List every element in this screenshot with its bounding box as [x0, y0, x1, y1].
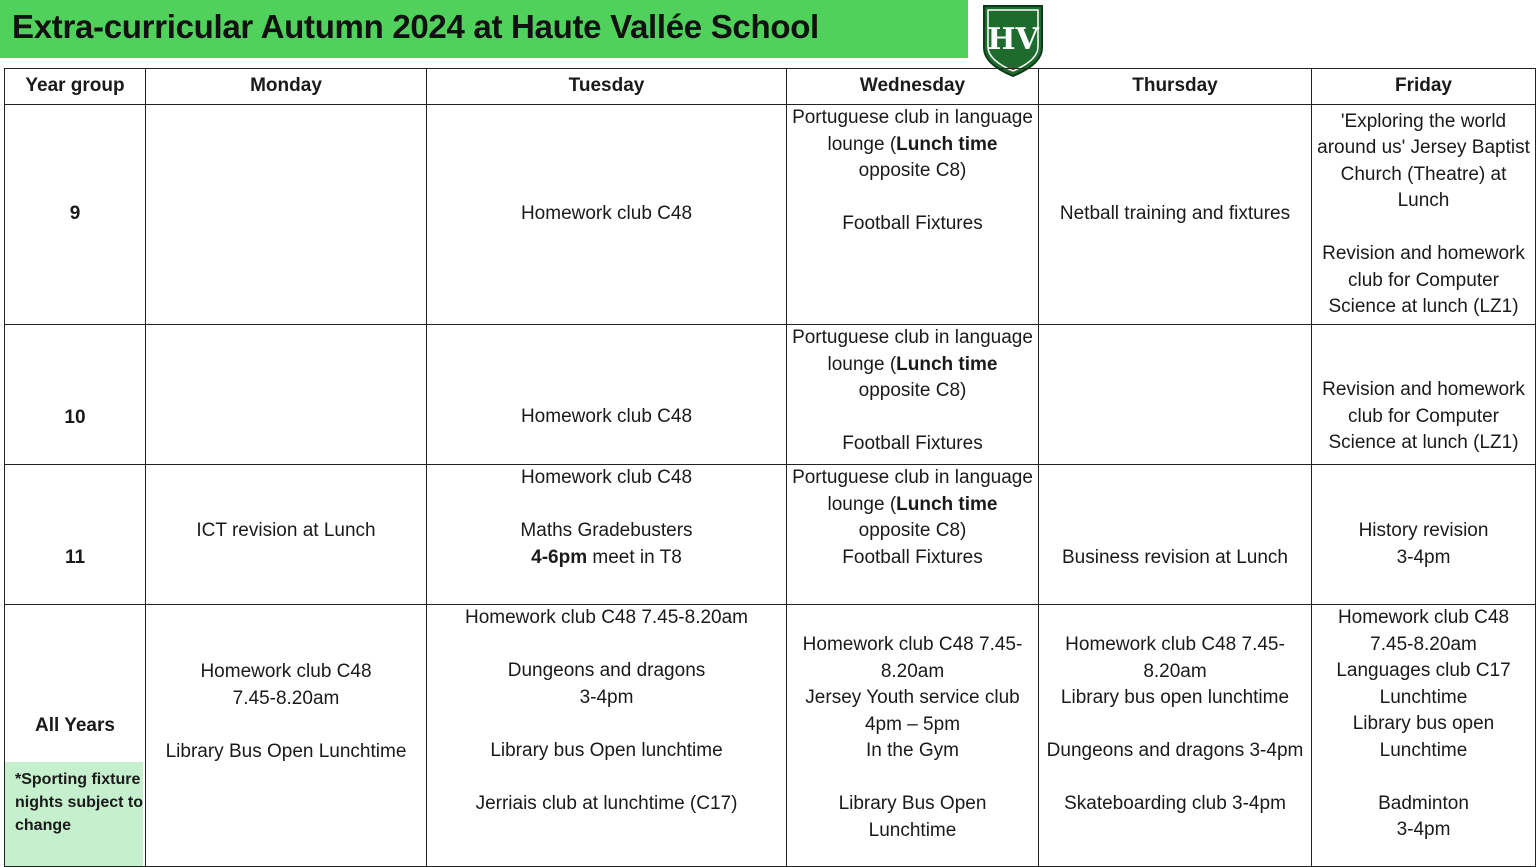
activity-text: Homework club C48 7.45- [1065, 634, 1285, 655]
activity-text: Maths Gradebusters [520, 520, 693, 541]
activity-text: opposite C8) [858, 380, 967, 401]
activity-text: Lunchtime [868, 819, 957, 841]
activity-text: 3-4pm [579, 686, 634, 708]
activity-text: 4pm – 5pm [864, 713, 961, 735]
activity-text: club for Computer [1347, 405, 1499, 427]
activity-text: Languages club C17 [1336, 660, 1511, 681]
activity-text: Church (Theatre) at [1340, 163, 1507, 185]
title-banner [0, 0, 968, 58]
activity-text: Library bus open [1352, 713, 1495, 734]
activity-text: 3-4pm [1396, 819, 1451, 840]
tuesday-cell [427, 605, 787, 867]
activity-text: Library Bus Open Lunchtime [165, 740, 407, 762]
activity-text: 8.20am [880, 660, 945, 682]
school-crest-logo [980, 2, 1046, 78]
activity-text: Homework club C48 7.45- [802, 634, 1023, 655]
year-group-cell: 11 [5, 465, 146, 605]
page-title: Extra-curricular Autumn 2024 at Haute Vallée School [12, 8, 819, 45]
thursday-cell [1039, 105, 1312, 325]
activity-text: opposite C8) [858, 160, 967, 181]
table-row-year-11 [5, 465, 1536, 605]
activity-text: 8.20am [1143, 660, 1207, 682]
table-row-year-9 [5, 105, 1536, 325]
activity-text: Portuguese club in language [792, 467, 1033, 488]
activity-text: Football Fixtures [842, 433, 983, 454]
table-row-all-years [5, 605, 1536, 867]
activity-text: Dungeons and dragons [507, 660, 706, 681]
activity-text: ICT revision at Lunch [196, 520, 376, 541]
activity-text: 7.45-8.20am [232, 687, 340, 709]
col-header-monday: Monday [146, 69, 427, 105]
activity-text: Homework club C48 [520, 467, 693, 488]
activity-text: Homework club C48 [520, 203, 693, 225]
activity-text: Portuguese club in language [792, 107, 1033, 128]
activity-text: Library Bus Open [838, 793, 987, 814]
activity-text: Jersey Youth service club [805, 687, 1020, 708]
year-group-cell: 9 [5, 105, 146, 325]
activity-text: club for Computer [1347, 269, 1499, 291]
activity-text: lounge (Lunch time [827, 353, 998, 375]
col-header-tuesday: Tuesday [427, 69, 787, 105]
table-row-year-10 [5, 325, 1536, 465]
activity-text: In the Gym [866, 740, 959, 761]
activity-text: Netball training and fixtures [1059, 203, 1291, 225]
activity-text: Science at lunch (LZ1) [1328, 296, 1519, 317]
activity-text: Lunch [1397, 190, 1450, 211]
sporting-fixture-note: *Sporting fixture nights subject to change [5, 762, 143, 866]
activity-text: Football Fixtures [842, 213, 983, 234]
wednesday-cell [787, 605, 1039, 867]
activity-text: 'Exploring the world [1340, 110, 1507, 132]
thursday-cell [1039, 325, 1312, 465]
year-group-cell: 10 [5, 325, 146, 465]
col-header-wednesday: Wednesday [787, 69, 1039, 105]
activity-text: Business revision at Lunch [1061, 547, 1288, 568]
monday-cell [146, 325, 427, 465]
activity-text: Lunchtime [1379, 686, 1468, 708]
friday-cell [1312, 105, 1536, 325]
activity-text: Jerriais club at lunchtime (C17) [475, 792, 738, 814]
activity-text: Library bus open lunchtime [1060, 687, 1290, 708]
monday-cell [146, 105, 427, 325]
friday-cell [1312, 605, 1536, 867]
tuesday-cell [427, 105, 787, 325]
activity-text: Homework club C48 [1337, 607, 1510, 628]
activity-text: 4-6pm meet in T8 [531, 546, 682, 568]
year-group-cell: All Years *Sporting fixture nights subject to change [5, 605, 146, 867]
logo-text: HV [987, 22, 1039, 57]
wednesday-cell [787, 105, 1039, 325]
col-header-friday: Friday [1312, 69, 1536, 105]
monday-cell [146, 605, 427, 867]
thursday-cell [1039, 605, 1312, 867]
activity-text: Portuguese club in language [792, 327, 1033, 348]
activity-text: History revision [1358, 520, 1489, 541]
timetable [4, 68, 1536, 867]
friday-cell [1312, 465, 1536, 605]
activity-text: Homework club C48 [520, 406, 693, 427]
activity-text: 7.45-8.20am [1370, 633, 1477, 655]
activity-text: Football Fixtures [842, 546, 983, 568]
activity-text: Revision and homework [1322, 379, 1525, 400]
activity-text: Skateboarding club 3-4pm [1064, 793, 1286, 814]
thursday-cell [1039, 465, 1312, 605]
wednesday-cell [787, 325, 1039, 465]
tuesday-cell [427, 465, 787, 605]
activity-text: around us' Jersey Baptist [1317, 137, 1530, 158]
activity-text: Revision and homework [1322, 243, 1525, 264]
col-header-year-group: Year group [5, 69, 146, 105]
wednesday-cell [787, 465, 1039, 605]
activity-text: Homework club C48 7.45-8.20am [464, 607, 749, 628]
activity-text: Homework club C48 [200, 661, 372, 682]
monday-cell [146, 465, 427, 605]
col-header-thursday: Thursday [1039, 69, 1312, 105]
activity-text: Science at lunch (LZ1) [1328, 432, 1519, 453]
activity-text: Dungeons and dragons 3-4pm [1046, 740, 1304, 761]
activity-text: lounge (Lunch time [827, 133, 998, 155]
activity-text: Library bus Open lunchtime [490, 739, 723, 761]
header-row [5, 69, 1536, 105]
activity-text: opposite C8) [858, 520, 967, 541]
friday-cell [1312, 325, 1536, 465]
activity-text: Lunchtime [1379, 739, 1468, 761]
activity-text: 3-4pm [1396, 546, 1451, 568]
activity-text: Badminton [1378, 792, 1469, 814]
activity-text: lounge (Lunch time [827, 493, 998, 515]
tuesday-cell [427, 325, 787, 465]
